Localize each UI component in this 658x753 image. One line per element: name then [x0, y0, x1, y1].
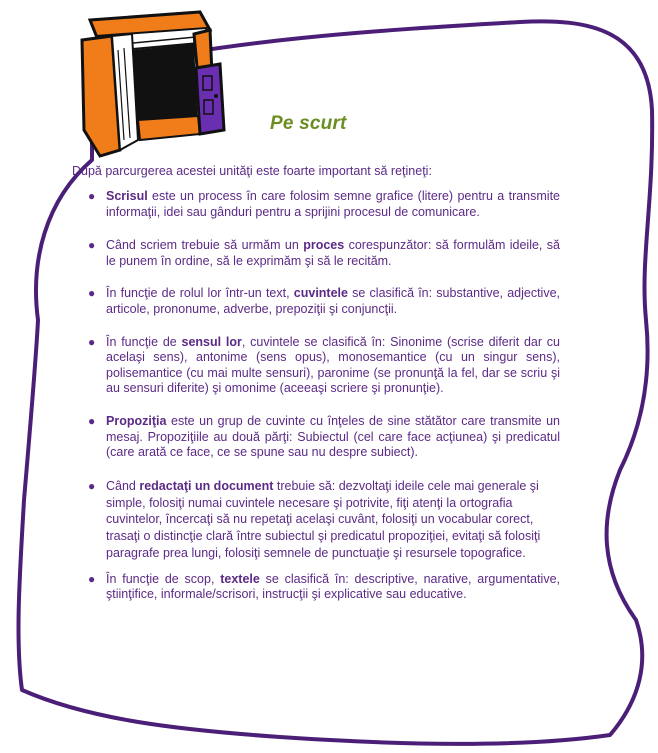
bullet-keyword: sensul lor [181, 334, 242, 349]
bullet-keyword: cuvintele [293, 286, 348, 301]
list-item [88, 286, 560, 317]
bullet-keyword: redactaţi un document [139, 478, 274, 493]
bullet-text: În funcţie de rolul lor într-un text, [106, 286, 294, 301]
bullet-keyword: textele [220, 571, 260, 586]
bullet-keyword: proces [303, 238, 345, 253]
bullet-text: să formulăm ideile, să le punem în ordine, să le exprimăm şi să le recităm. [106, 238, 560, 268]
list-item [88, 572, 560, 603]
bullet-text: se clasifică în: descriptive, narative, argumentative, ştiinţifice, informale/scrisori, instrucţii şi explicative sau educative. [106, 571, 560, 602]
book-with-door-icon [72, 10, 242, 160]
list-item [88, 414, 560, 461]
bullet-text: este un grup de cuvinte cu înţeles de sine stătător care transmite un mesaj. Propoziţiile au două părţi: Subiectul (cel care face acţiunea) şi predicatul (care arată ce face, ce se spune sau nu despre subiect). [106, 413, 560, 460]
list-item [88, 189, 560, 220]
bullet-text: În funcţie de scop, [106, 571, 221, 586]
bullet-keyword: Scrisul [106, 189, 148, 203]
intro-text: După parcurgerea acestei unităţi este foarte important să reţineţi: [72, 164, 432, 178]
bullet-icon: ● [88, 238, 96, 253]
bullet-icon: ● [88, 286, 96, 301]
bullet-icon: ● [88, 189, 96, 203]
bullet-text: Când scriem trebuie să urmăm un [106, 238, 304, 253]
bullet-text: În funcţie de [106, 334, 182, 349]
bullet-text: , cuvintele se clasifică în: Sinonime (scrise diferit dar cu acelaşi sens), antonime (sens opus), monosemantice (cu un singur sens), polisemantice (cu mai multe sensuri), paronime (se pronunţă la fel, dar se scriu şi au sensuri diferite) şi omonime (aceeaşi scriere şi pronunţie). [106, 334, 561, 396]
bullet-text: Când [106, 478, 140, 493]
summary-list [88, 189, 560, 603]
page-title: Pe scurt [270, 113, 347, 134]
list-item [88, 478, 560, 562]
list-item [88, 335, 560, 397]
bullet-icon: ● [88, 478, 96, 493]
bullet-text: se clasifică în: substantive, adjective, articole, prononume, adverbe, prepoziţii şi conjuncţii. [106, 286, 561, 316]
bullet-text: trebuie să: dezvoltaţi ideile cele mai generale şi simple, folosiţi numai cuvintele necesare şi potrivite, fiţi atenţi la ortografia cuvintelor, încercaţi să nu repetaţi acelaşi cuvânt, folosiţi un vocabular corect, trasaţi o distincţie clară între subiectul şi predicatul propoziţiei, evitaţi să folosiţi paragrafe prea lungi, folosiţi semnele de punctuaţie şi resursele topografice. [106, 478, 541, 560]
list-item [88, 238, 560, 269]
bullet-text: corespunzător: [344, 238, 432, 253]
bullet-icon: ● [88, 571, 96, 586]
bullet-icon: ● [88, 413, 96, 428]
bullet-text: este un process în care folosim semne grafice (litere) pentru a transmite informaţii, idei sau gânduri pentru a sprijini procesul de comunicare. [106, 189, 560, 219]
bullet-icon: ● [88, 334, 96, 349]
bullet-keyword: Propoziţia [106, 413, 167, 428]
